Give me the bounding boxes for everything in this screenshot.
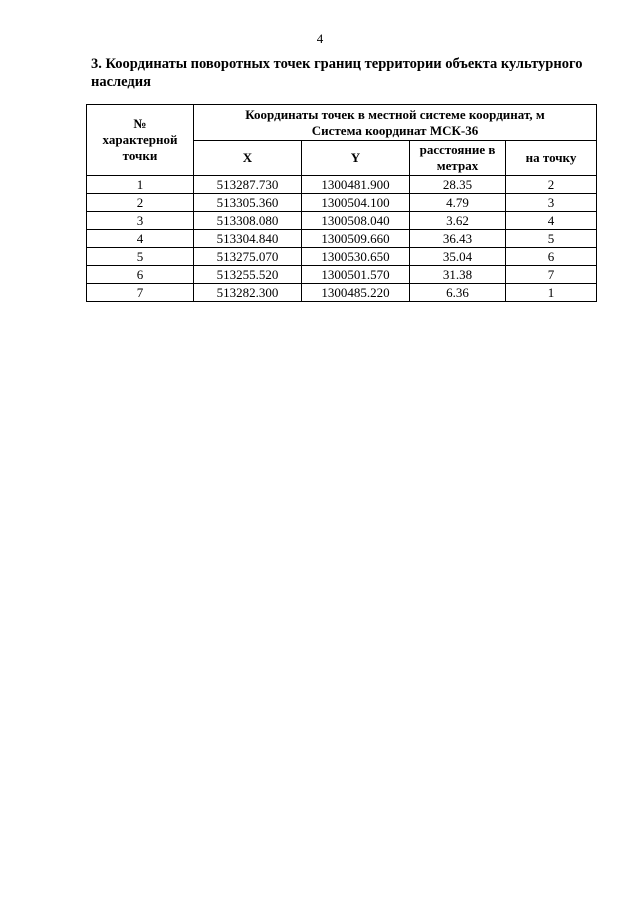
cell-x: 513287.730 bbox=[194, 176, 302, 194]
cell-distance: 28.35 bbox=[410, 176, 506, 194]
cell-x: 513308.080 bbox=[194, 212, 302, 230]
cell-x: 513255.520 bbox=[194, 266, 302, 284]
cell-to-point: 4 bbox=[506, 212, 597, 230]
cell-x: 513304.840 bbox=[194, 230, 302, 248]
cell-y: 1300530.650 bbox=[302, 248, 410, 266]
table-row bbox=[87, 212, 597, 230]
table-row bbox=[87, 248, 597, 266]
header-distance: расстояние в метрах bbox=[410, 141, 506, 176]
cell-point: 5 bbox=[87, 248, 194, 266]
cell-to-point: 6 bbox=[506, 248, 597, 266]
cell-y: 1300485.220 bbox=[302, 284, 410, 302]
cell-point: 1 bbox=[87, 176, 194, 194]
cell-y: 1300508.040 bbox=[302, 212, 410, 230]
cell-distance: 35.04 bbox=[410, 248, 506, 266]
header-coordinate-system bbox=[194, 105, 597, 141]
header-coordinate-system-line1: Координаты точек в местной системе координат, м bbox=[245, 106, 545, 122]
cell-point: 4 bbox=[87, 230, 194, 248]
header-coordinate-system-line2: Система координат МСК-36 bbox=[311, 122, 479, 138]
header-x: X bbox=[194, 141, 302, 176]
cell-y: 1300501.570 bbox=[302, 266, 410, 284]
cell-x: 513305.360 bbox=[194, 194, 302, 212]
header-point-number bbox=[87, 105, 194, 176]
cell-y: 1300509.660 bbox=[302, 230, 410, 248]
cell-distance: 36.43 bbox=[410, 230, 506, 248]
cell-point: 7 bbox=[87, 284, 194, 302]
table-row bbox=[87, 230, 597, 248]
table-body bbox=[87, 176, 597, 302]
cell-y: 1300481.900 bbox=[302, 176, 410, 194]
header-to-point: на точку bbox=[506, 141, 597, 176]
cell-point: 6 bbox=[87, 266, 194, 284]
cell-to-point: 3 bbox=[506, 194, 597, 212]
table-row bbox=[87, 266, 597, 284]
numero-sign: № bbox=[133, 116, 147, 131]
cell-point: 3 bbox=[87, 212, 194, 230]
cell-y: 1300504.100 bbox=[302, 194, 410, 212]
page-number: 4 bbox=[316, 31, 324, 46]
header-point-label: характерной точки bbox=[102, 132, 178, 163]
cell-point: 2 bbox=[87, 194, 194, 212]
cell-x: 513275.070 bbox=[194, 248, 302, 266]
cell-to-point: 7 bbox=[506, 266, 597, 284]
cell-to-point: 2 bbox=[506, 176, 597, 194]
cell-to-point: 5 bbox=[506, 230, 597, 248]
cell-distance: 3.62 bbox=[410, 212, 506, 230]
coordinates-table bbox=[86, 104, 597, 302]
cell-x: 513282.300 bbox=[194, 284, 302, 302]
cell-distance: 31.38 bbox=[410, 266, 506, 284]
section-heading: 3. Координаты поворотных точек границ территории объекта культурного наследия bbox=[91, 56, 583, 90]
table-row bbox=[87, 284, 597, 302]
cell-distance: 4.79 bbox=[410, 194, 506, 212]
table-row bbox=[87, 176, 597, 194]
table-row bbox=[87, 194, 597, 212]
cell-distance: 6.36 bbox=[410, 284, 506, 302]
header-y: Y bbox=[302, 141, 410, 176]
cell-to-point: 1 bbox=[506, 284, 597, 302]
